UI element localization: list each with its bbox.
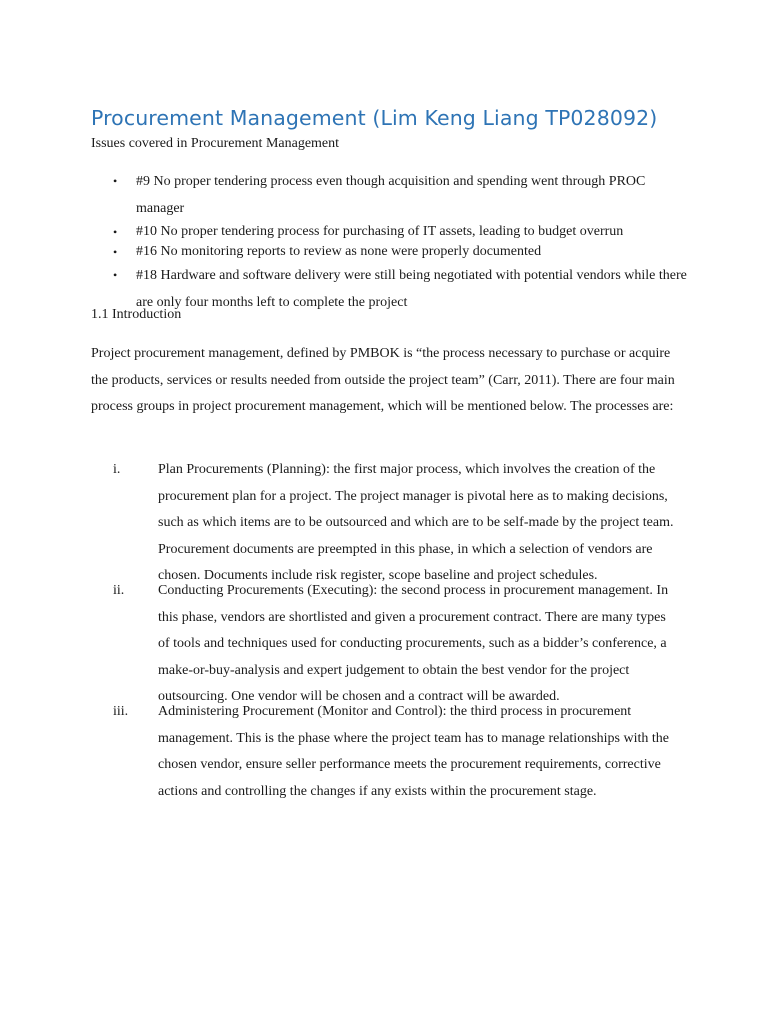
document-title: Procurement Management (Lim Keng Liang TP028092) (91, 106, 658, 130)
intro-paragraph: Project procurement management, defined by PMBOK is “the process necessary to purchase or acquire the products, services or results needed from outside the project team” (Carr, 2011). There are four main process groups in project procurement management, which will be mentioned below. The processes are: (91, 346, 675, 415)
list-item (91, 222, 691, 242)
bullet-icon: • (113, 174, 118, 188)
issues-subtitle: Issues covered in Procurement Management (91, 136, 340, 151)
bullet-icon: • (113, 245, 118, 259)
list-item (91, 699, 678, 805)
bullet-icon: • (113, 268, 118, 282)
issue-text: #18 Hardware and software delivery were still being negotiated with potential vendors while there are only four months left to complete the project (136, 268, 687, 310)
issue-text: #10 No proper tendering process for purchasing of IT assets, leading to budget overrun (136, 224, 624, 239)
bullet-icon: • (113, 225, 118, 239)
list-numeral: ii. (113, 582, 125, 598)
process-text: Plan Procurements (Planning): the first major process, which involves the creation of the procurement plan for a project. The project manager is pivotal here as to making decisions, such as which items are to be outsourced and which are to be self-made by the project team. Procurement documents are preempted in this phase, in which a selection of vendors are chosen. Documents include risk register, scope baseline and project schedules. (158, 462, 674, 584)
list-item (91, 457, 678, 590)
list-numeral: i. (113, 462, 121, 477)
list-item (91, 578, 678, 711)
issues-list (91, 168, 691, 316)
process-list (91, 457, 691, 805)
process-text: Conducting Procurements (Executing): the second process in procurement management. In this phase, vendors are shortlisted and given a procurement contract. There are many types of tools and techniques used for conducting procurements, such as a bidder’s conference, a make-or-buy-analysis and expert judgement to obtain the best vendor for the project outsourcing. One vendor will be chosen and a contract will be awarded. (158, 582, 669, 705)
issue-text: #16 No monitoring reports to review as none were properly documented (136, 244, 542, 259)
section-heading: 1.1 Introduction (91, 307, 182, 322)
list-item (91, 242, 691, 262)
list-item (91, 168, 691, 222)
list-numeral: iii. (113, 703, 129, 719)
process-text: Administering Procurement (Monitor and Control): the third process in procurement management. This is the phase where the project team has to manage relationships with the chosen vendor, ensure seller performance meets the procurement requirements, corrective actions and controlling the changes if any exists within the procurement stage. (158, 703, 669, 799)
issue-text: #9 No proper tendering process even though acquisition and spending went through PROC manager (136, 174, 646, 216)
